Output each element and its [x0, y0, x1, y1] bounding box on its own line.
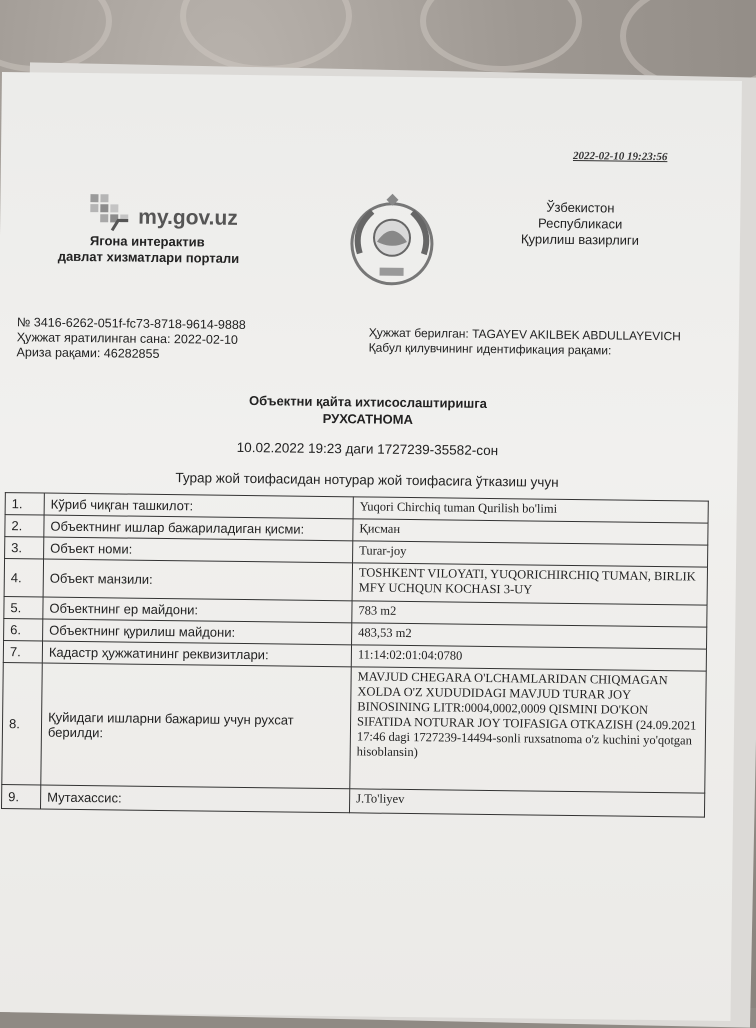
row-number: 6.	[4, 619, 43, 641]
row-value: 783 m2	[352, 601, 707, 627]
row-label: Кадастр ҳужжатининг реквизитлари:	[42, 641, 351, 667]
cloth-pattern	[180, 0, 352, 72]
permit-details-table	[1, 492, 709, 818]
heading-line1: Объектни қайта ихтисослаштиришга	[248, 393, 488, 411]
ministry-line1: Ўзбекистон	[546, 199, 615, 216]
state-emblem-icon	[341, 189, 442, 290]
issued-to: Ҳужжат берилган: TAGAYEV AKILBEK ABDULLAYEVICH	[368, 325, 681, 344]
row-label: Объект манзили:	[43, 559, 352, 601]
row-label: Кўриб чиқган ташкилот:	[44, 493, 353, 519]
row-label: Объектнинг қурилиш майдони:	[43, 619, 352, 645]
row-value: TOSHKENT VILOYATI, YUQORICHIRCHIQ TUMAN, BIRLIK MFY UCHQUN KOCHASI 3-UY	[352, 563, 707, 605]
heading-line2: РУХСАТНОМА	[322, 410, 413, 428]
creation-date: Ҳужжат яратилинган сана: 2022-02-10	[16, 330, 239, 347]
timestamp: 2022-02-10 19:23:56	[572, 149, 668, 164]
portal-name-line2: давлат хизматлари портали	[57, 248, 240, 266]
row-label: Объектнинг ишлар бажариладиган қисми:	[44, 515, 353, 541]
row-number: 9.	[2, 785, 41, 809]
row-label: Объектнинг ер майдони:	[43, 597, 352, 623]
ministry-line2: Республикаси	[537, 215, 623, 232]
portal-logo-text: my.gov.uz	[138, 205, 238, 230]
permit-document	[0, 72, 742, 1021]
mygov-logo-icon	[84, 190, 135, 235]
portal-name-line1: Ягона интерактив	[89, 233, 205, 250]
ministry-line3: Қурилиш вазирлиги	[520, 231, 640, 248]
row-value: MAVJUD CHEGARA O'LCHAMLARIDAN CHIQMAGAN XOLDA O'Z XUDUDIDAGI MAVJUD TURAR JOY BINOSINING LITR:0004,0002,0009 QISMINI DO'KON SIFATIDA NOTURAR JOY TOIFASIGA OTKAZISH (24.09.2021 17:46 dagi 1727239-14494-sonli ruxsatnoma o'z kuchini yo'qotgan hisoblansin)	[350, 667, 706, 793]
row-number: 3.	[5, 537, 44, 559]
row-label: Объект номи:	[44, 537, 353, 563]
row-value: J.To'liyev	[349, 789, 704, 817]
row-value: Yuqori Chirchiq tuman Qurilish bo'limi	[353, 497, 708, 523]
receiver-id: Қабул қилувчининг идентификация рақами:	[368, 340, 612, 358]
cloth-pattern	[0, 0, 112, 72]
row-number: 8.	[2, 663, 42, 785]
row-number: 7.	[3, 641, 42, 663]
document-id: № 3416-6262-051f-fc73-8718-9614-9888	[16, 315, 246, 332]
row-label: Қуйидаги ишларни бажариш учун рухсат берилди:	[41, 663, 351, 789]
cloth-pattern	[420, 0, 582, 72]
row-value: 11:14:02:01:04:0780	[351, 645, 706, 671]
row-value: Қисман	[353, 519, 708, 545]
row-number: 4.	[4, 559, 43, 597]
row-value: Turar-joy	[353, 541, 708, 567]
permit-subtitle: Турар жой тоифасидан нотурар жой тоифасига ўтказиш учун	[175, 470, 559, 490]
row-value: 483,53 m2	[352, 623, 707, 649]
row-number: 2.	[5, 515, 44, 537]
application-number: Ариза рақами: 46282855	[16, 345, 160, 361]
row-label: Мутахассис:	[40, 785, 349, 813]
row-number: 5.	[4, 597, 43, 619]
permit-number: 10.02.2022 19:23 даги 1727239-35582-сон	[236, 439, 499, 459]
row-number: 1.	[5, 493, 44, 515]
table-row	[2, 663, 706, 794]
